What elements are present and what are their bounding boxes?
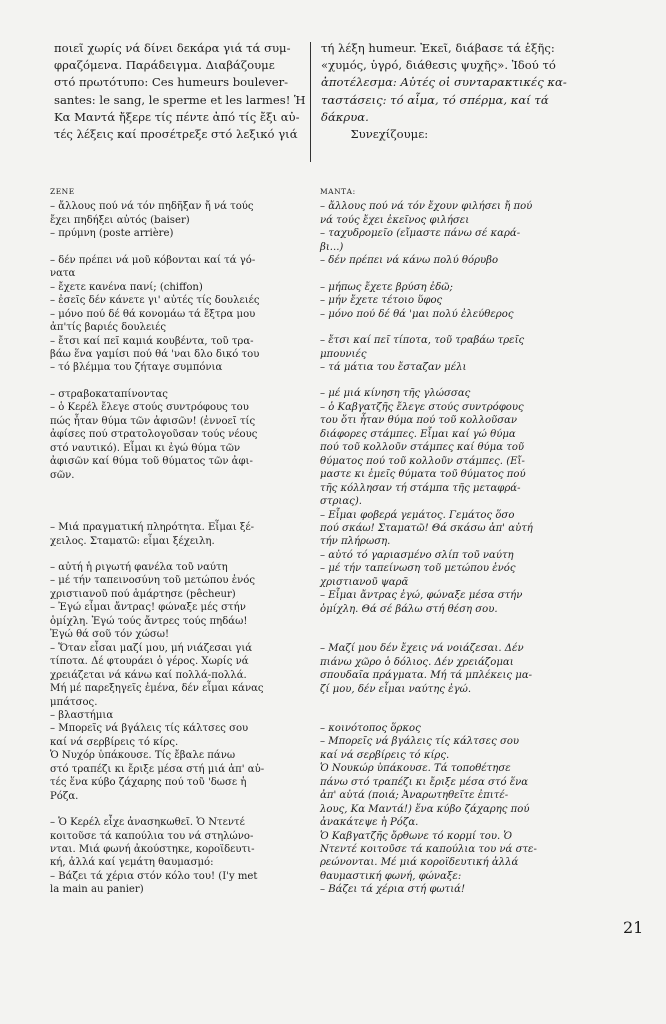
text-line: – ἔτσι καί πεῖ καμιά κουβέντα, τοῦ τρα-	[50, 335, 254, 347]
text-line: βάω ἕνα γαμίσι πού θά 'ναι δλο δικό του	[50, 348, 260, 360]
text-line: – Ἐγώ εἶμαι ἄντρας! φώναξε μές στήν	[50, 602, 246, 614]
text-line: νά τούς ἔχει ἐκεῖνος φιλήσει	[320, 214, 470, 226]
intro-right-column	[321, 40, 586, 143]
text-line: νται. Μιά φωνή ἀκούστηκε, κοροϊδευτι-	[50, 844, 255, 856]
text-line: – μόνο πού δέ θά κονομάω τά ἔξτρα μου	[50, 308, 256, 320]
text-line: πού τοῦ κολλοῦν στάμπες καί θύμα τοῦ	[320, 442, 525, 454]
text-line: βι...)	[320, 241, 344, 253]
text-line: μπουνιές	[320, 348, 367, 360]
text-line: ἀπ'τίς βαριές δουλειές	[50, 322, 167, 334]
text-line: – μήν ἔχετε τέτοιο ὕφος	[320, 295, 443, 307]
text-line: λους, Κα Μαντά!) ἕνα κύβο ζάχαρης πού	[320, 803, 530, 815]
blank-line	[320, 616, 585, 629]
page-number: 21	[623, 918, 644, 937]
blank-line	[320, 374, 585, 387]
text-line: – ὁ Κερέλ ἔλεγε στούς συντρόφους του	[50, 402, 249, 414]
text-line: ἀνακάτεψε ἡ Ρόζα.	[320, 817, 419, 829]
intro-line: santes: le sang, le sperme et les larmes! Ἡ	[54, 92, 306, 107]
intro-line: ἀποτέλεσμα: Αὐτές οἱ συνταρακτικές κα-	[321, 75, 567, 90]
text-line: Ρόζα.	[50, 790, 79, 802]
text-line: θαυμαστική φωνή, φώναξε:	[320, 870, 462, 882]
text-line: – Ὁ Κερέλ εἶχε ἀνασηκωθεῖ. Ὁ Ντεντέ	[50, 817, 245, 829]
text-line: – Εἶμαι ἄντρας ἐγώ, φώναξε μέσα στήν	[320, 590, 523, 602]
text-line: – αὐτή ἡ ριγωτή φανέλα τοῦ ναύτη	[50, 561, 228, 573]
text-line: – μόνο πού δέ θά 'μαι πολύ ἐλεύθερος	[320, 308, 514, 320]
text-line: Μή μέ παρεξηγεῖς ἐμένα, δέν εἶμαι κάνας	[50, 683, 264, 695]
text-line: – Μαζί μου δέν ἔχεις νά νοιάζεσαι. Δέν	[320, 643, 524, 655]
text-line: – ἄλλους πού νά τόν ἔχουν φιλήσει ἤ πού	[320, 201, 533, 213]
text-line: θύματος πού τοῦ κολλοῦν στάμπες. (Εἴ-	[320, 455, 525, 467]
intro-line: στό πρωτότυπο: Ces humeurs boulever-	[54, 75, 289, 90]
text-line: ἀπ' αὐτά (ποιά; Ἀναρωτηθεῖτε ἐπιτέ-	[320, 790, 509, 802]
text-line: πάνω στό τραπέζι κι ἔριξε μέσα στό ἕνα	[320, 776, 529, 788]
text-line: χριστιανοῦ ψαρᾶ	[320, 576, 409, 588]
zene-speaker-label: ZENE	[50, 187, 75, 196]
manta-lines	[320, 200, 585, 896]
text-line: Ὁ Νουκώρ ὑπάκουσε. Τά τοποθέτησε	[320, 763, 511, 775]
text-line: χριστιανοῦ πού ἁμάρτησε (pêcheur)	[50, 588, 236, 600]
text-line: ἔχει πηδήξει αὐτός (baiser)	[50, 214, 190, 226]
blank-line	[50, 803, 315, 816]
text-line: πώς ἦταν θύμα τῶν ἀφισῶν! (ἐννοεῖ τίς	[50, 415, 256, 427]
text-line: – στραβοκαταπίνοντας	[50, 388, 168, 400]
blank-line	[320, 268, 585, 281]
text-line: τές ἕνα κύβο ζάχαρης πού τοῦ 'δωσε ἡ	[50, 777, 247, 789]
text-line: Ἐγώ θά σοῦ τόν χώσω!	[50, 629, 170, 641]
text-line: – βλαστήμια	[50, 709, 114, 721]
intro-line: τές λέξεις καί προσέτρεξε στό λεξικό γιά	[54, 127, 298, 142]
text-line: καί νά σερβίρεις τό κίρς.	[50, 736, 179, 748]
text-line: – κοινότοπος ὅρκος	[320, 722, 421, 734]
intro-line: δάκρυα.	[321, 109, 369, 124]
intro-left-column	[54, 40, 319, 143]
text-line: Ὁ Νυχόρ ὑπάκουσε. Τίς ἔβαλε πάνω	[50, 750, 236, 762]
text-line: Ντεντέ κοιτοῦσε τά καπούλια του νά στε-	[320, 844, 537, 856]
blank-line	[320, 629, 585, 642]
text-line: ρεώνονται. Μέ μιά κοροϊδευτική ἀλλά	[320, 857, 519, 869]
text-line: στό ναυτικό). Εἶμαι κι ἐγώ θύμα τῶν	[50, 442, 241, 454]
text-line: πιάνω χῶρο ὁ δόλιος. Δέν χρειάζομαι	[320, 656, 514, 668]
text-line: – μέ τήν ταπείνωση τοῦ μετώπου ἑνός	[320, 563, 516, 575]
text-line: – αὐτό τό γαριασμένο σλίπ τοῦ ναύτη	[320, 549, 514, 561]
blank-line	[50, 482, 315, 495]
manta-speaker-label: ΜΑΝΤΑ:	[320, 187, 356, 196]
text-line: Ὁ Καβγατζῆς ὄρθωνε τό κορμί του. Ὁ	[320, 830, 513, 842]
text-line: τίποτα. Δέ φτουράει ὁ γέρος. Χωρίς νά	[50, 656, 249, 668]
text-line: του ὅτι ἦταν θύμα πού τοῦ κολλοῦσαν	[320, 415, 518, 427]
text-line: διάφορες στάμπες. Εἶμαι καί γώ θύμα	[320, 428, 516, 440]
text-line: – Βάζει τά χέρια στή φωτιά!	[320, 884, 466, 896]
text-line: – Μπορεῖς νά βγάλεις τίς κάλτσες σου	[50, 723, 249, 735]
text-line: στριας).	[320, 496, 362, 508]
text-line: σπουδαῖα πράγματα. Μή τά μπλέκεις μα-	[320, 670, 533, 682]
text-line: la main au panier)	[50, 884, 144, 896]
text-line: – μήπως ἔχετε βρύση ἐδῶ;	[320, 281, 453, 293]
text-line: κή, ἀλλά καί γεμάτη θαυμασμό:	[50, 857, 214, 869]
text-line: χρειάζεται νά κάνω καί πολλά-πολλά.	[50, 669, 247, 681]
text-line: νατα	[50, 268, 76, 280]
intro-line: Συνεχίζουμε:	[321, 127, 429, 142]
text-line: μπάτσος.	[50, 696, 98, 708]
text-line: μαστε κι ἐμεῖς θύματα τοῦ θύματος πού	[320, 469, 526, 481]
text-line: – Βάζει τά χέρια στόν κόλο του! (Ι'y met	[50, 870, 258, 882]
blank-line	[320, 696, 585, 709]
manta-column	[320, 185, 585, 897]
intro-line: «χυμός, ὑγρό, διάθεσις ψυχῆς». Ἰδού τό	[321, 58, 556, 73]
text-line: ζί μου, δέν εἶμαι ναύτης ἐγώ.	[320, 683, 472, 695]
intro-line: ποιεῖ χωρίς νά δίνει δεκάρα γιά τά συμ-	[54, 41, 291, 55]
column-divider	[310, 42, 311, 162]
text-line: καί νά σερβίρεις τό κίρς.	[320, 749, 450, 761]
text-line: – δέν πρέπει νά μοῦ κόβονται καί τά γό-	[50, 254, 256, 266]
zene-lines	[50, 200, 315, 896]
text-line: πού σκάω! Σταματῶ! Θά σκάσω ἀπ' αὐτή	[320, 522, 533, 534]
intro-line: φραζόμενα. Παράδειγμα. Διαβάζουμε	[54, 58, 275, 73]
text-line: σῶν.	[50, 469, 75, 481]
text-line: – ἐσεῖς δέν κάνετε γι' αὐτές τίς δουλειές	[50, 295, 260, 307]
text-line: – ὁ Καβγατζῆς ἔλεγε στούς συντρόφους	[320, 401, 524, 413]
text-line: ὁμίχλη. Ἐγώ τούς ἄντρες τούς πηδάω!	[50, 615, 248, 627]
text-line: – τό βλέμμα του ζήταγε συμπόνια	[50, 362, 223, 374]
text-line: – ἄλλους πού νά τόν πηδῆξαν ἤ νά τούς	[50, 201, 254, 213]
blank-line	[50, 241, 315, 254]
text-line: – δέν πρέπει νά κάνω πολύ θόρυβο	[320, 255, 499, 267]
blank-line	[50, 548, 315, 561]
intro-line: ταστάσεις: τό αἷμα, τό σπέρμα, καί τά	[321, 92, 549, 107]
text-line: – μέ μιά κίνηση τῆς γλώσσας	[320, 388, 471, 400]
text-line: – Μιά πραγματική πληρότητα. Εἶμαι ξέ-	[50, 522, 255, 534]
text-line: ἀφισῶν καί θύμα τοῦ θύματος τῶν ἀφι-	[50, 456, 253, 468]
text-line: – τά μάτια του ἔσταζαν μέλι	[320, 361, 467, 373]
text-line: – Μπορεῖς νά βγάλεις τίς κάλτσες σου	[320, 736, 520, 748]
text-line: ἀφίσες πού στρατολογοῦσαν τούς νέους	[50, 429, 258, 441]
zene-column	[50, 185, 315, 897]
text-line: – Ὅταν εἶσαι μαζί μου, μή νιάζεσαι γιά	[50, 642, 253, 654]
text-line: – Εἶμαι φοβερά γεμάτος. Γεμάτος ὅσο	[320, 509, 515, 521]
blank-line	[50, 375, 315, 388]
blank-line	[320, 709, 585, 722]
text-line: τῆς κόλλησαν τή στάμπα τῆς μεταφρά-	[320, 482, 521, 494]
text-line: ὁμίχλη. Θά σέ βάλω στή θέση σου.	[320, 603, 498, 615]
blank-line	[50, 495, 315, 508]
text-line: – ἔχετε κανένα πανί; (chiffon)	[50, 281, 203, 293]
blank-line	[320, 321, 585, 334]
text-line: χειλος. Σταματῶ: εἶμαι ξέχειλη.	[50, 535, 215, 547]
text-line: τήν πλήρωση.	[320, 536, 391, 548]
text-line: – μέ τήν ταπεινοσύνη τοῦ μετώπου ἑνός	[50, 575, 256, 587]
text-line: κοιτοῦσε τά καπούλια του νά στηλώνο-	[50, 830, 254, 842]
text-line: στό τραπέζι κι ἔριξε μέσα στή μιά ἀπ' αὐ-	[50, 763, 265, 775]
intro-line: τή λέξη humeur. Ἐκεῖ, διάβασε τά ἑξῆς:	[321, 41, 555, 55]
text-line: – ταχυδρομεῖο (εἴμαστε πάνω σέ καρά-	[320, 228, 521, 240]
intro-line: Κα Μαντά ἤξερε τίς πέντε ἀπό τίς ἔξι αὐ-	[54, 109, 300, 124]
text-line: – πρύμνη (poste arrière)	[50, 228, 174, 240]
text-line: – ἔτσι καί πεῖ τίποτα, τοῦ τραβάω τρεῖς	[320, 335, 525, 347]
blank-line	[50, 508, 315, 521]
